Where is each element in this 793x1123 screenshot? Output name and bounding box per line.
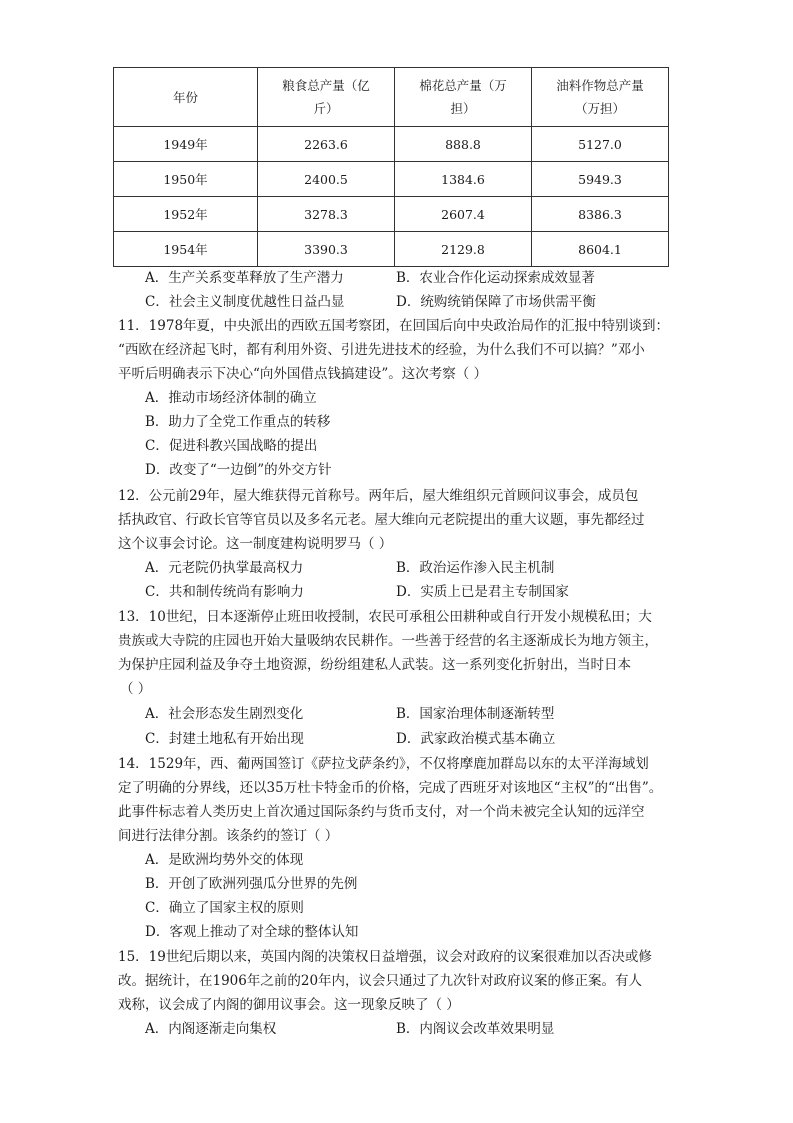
cell-cotton: 2607.4 (395, 197, 532, 232)
q15-stem-line: 戏称，议会成了内阁的御用议事会。这一现象反映了（ ） (118, 997, 460, 1013)
q14-stem-line: 14．1529年，西、葡两国签订《萨拉戈萨条约》，不仅将摩鹿加群岛以东的太平洋海域划 (118, 756, 649, 772)
table-header-row (114, 68, 669, 127)
cell-oil: 8604.1 (532, 232, 669, 267)
q10-option-b[interactable]: B．农业合作化运动探索成效显著 (396, 270, 595, 286)
table-row (114, 197, 669, 232)
header-oil: 油料作物总产量 （万担） (532, 68, 669, 127)
cell-grain: 3390.3 (258, 232, 395, 267)
q10-option-c[interactable]: C．社会主义制度优越性日益凸显 (145, 294, 345, 310)
q15-option-a[interactable]: A．内阁逐渐走向集权 (145, 1021, 277, 1037)
q14-stem-line: 此事件标志着人类历史上首次通过国际条约与货币支付，对一个尚未被完全认知的远洋空 (118, 804, 645, 820)
q15-stem-line: 15．19世纪后期以来，英国内阁的决策权日益增强，议会对政府的议案很难加以否决或修 (118, 949, 652, 965)
q13-stem-line: 13．10世纪，日本逐渐停止班田收授制，农民可承租公田耕种或自行开发小规模私田；大 (118, 609, 652, 625)
cell-oil: 5949.3 (532, 162, 669, 197)
q14-option-b[interactable]: B．开创了欧洲列强瓜分世界的先例 (145, 876, 358, 892)
q14-option-d[interactable]: D．客观上推动了对全球的整体认知 (145, 924, 359, 940)
cell-year: 1954年 (114, 232, 258, 267)
table-row (114, 232, 669, 267)
table-row (114, 127, 669, 162)
q13-stem-line: 贵族或大寺院的庄园也开始大量吸纳农民耕作。一些善于经营的名主逐渐成长为地方领主， (118, 633, 658, 649)
q12-option-a[interactable]: A．元老院仍执掌最高权力 (145, 560, 304, 576)
q11-option-a[interactable]: A．推动市场经济体制的确立 (145, 390, 317, 406)
q15-stem-line: 改。据统计，在1906年之前的20年内，议会只通过了九次针对政府议案的修正案。有人 (118, 973, 643, 989)
q13-option-b[interactable]: B．国家治理体制逐渐转型 (396, 706, 555, 722)
production-table (113, 67, 669, 267)
q13-option-c[interactable]: C．封建土地私有开始出现 (145, 731, 304, 747)
q13-option-d[interactable]: D．武家政治模式基本确立 (396, 731, 556, 747)
q12-stem-line: 这个议事会讨论。这一制度建构说明罗马（ ） (118, 536, 393, 552)
q10-option-a[interactable]: A．生产关系变革释放了生产潜力 (145, 270, 344, 286)
cell-oil: 5127.0 (532, 127, 669, 162)
q14-stem-line: 定了明确的分界线，还以35万杜卡特金币的价格，完成了西班牙对该地区“主权”的“出售”。 (118, 780, 663, 796)
cell-oil: 8386.3 (532, 197, 669, 232)
q11-option-d[interactable]: D．改变了“一边倒”的外交方针 (145, 462, 332, 478)
q11-stem-line: “西欧在经济起飞时，都有利用外资、引进先进技术的经验，为什么我们不可以搞？”邓小 (118, 342, 645, 358)
cell-grain: 2400.5 (258, 162, 395, 197)
cell-year: 1950年 (114, 162, 258, 197)
table-row (114, 162, 669, 197)
cell-cotton: 1384.6 (395, 162, 532, 197)
cell-cotton: 2129.8 (395, 232, 532, 267)
q11-option-b[interactable]: B．助力了全党工作重点的转移 (145, 414, 331, 430)
q10-option-d[interactable]: D．统购统销保障了市场供需平衡 (396, 294, 596, 310)
q11-option-c[interactable]: C．促进科教兴国战略的提出 (145, 438, 318, 454)
q13-stem-line: 为保护庄园利益及争夺土地资源，纷纷组建私人武装。这一系列变化折射出，当时日本 (118, 657, 631, 673)
q14-option-c[interactable]: C．确立了国家主权的原则 (145, 900, 304, 916)
cell-cotton: 888.8 (395, 127, 532, 162)
q15-option-b[interactable]: B．内阁议会改革效果明显 (396, 1021, 555, 1037)
cell-year: 1952年 (114, 197, 258, 232)
q14-stem-line: 间进行法律分割。该条约的签订（ ） (118, 828, 339, 844)
cell-grain: 3278.3 (258, 197, 395, 232)
q11-stem-line: 11．1978年夏，中央派出的西欧五国考察团，在回国后向中央政治局作的汇报中特别谈到： (118, 318, 670, 334)
q12-stem-line: 12．公元前29年，屋大维获得元首称号。两年后，屋大维组织元首顾问议事会，成员包 (118, 488, 639, 504)
header-year: 年份 (114, 68, 258, 127)
q12-stem-line: 括执政官、行政长官等官员以及多名元老。屋大维向元老院提出的重大议题，事先都经过 (118, 512, 645, 528)
q12-option-b[interactable]: B．政治运作渗入民主机制 (396, 560, 555, 576)
q13-stem-line: （ ） (120, 681, 152, 697)
cell-year: 1949年 (114, 127, 258, 162)
header-grain: 粮食总产量（亿 斤） (258, 68, 395, 127)
q12-option-c[interactable]: C．共和制传统尚有影响力 (145, 584, 304, 600)
q11-stem-line: 平听后明确表示下决心“向外国借点钱搞建设”。这次考察（ ） (118, 366, 488, 382)
header-cotton: 棉花总产量（万 担） (395, 68, 532, 127)
q13-option-a[interactable]: A．社会形态发生剧烈变化 (145, 706, 304, 722)
q14-option-a[interactable]: A．是欧洲均势外交的体现 (145, 852, 304, 868)
q12-option-d[interactable]: D．实质上已是君主专制国家 (396, 584, 569, 600)
cell-grain: 2263.6 (258, 127, 395, 162)
